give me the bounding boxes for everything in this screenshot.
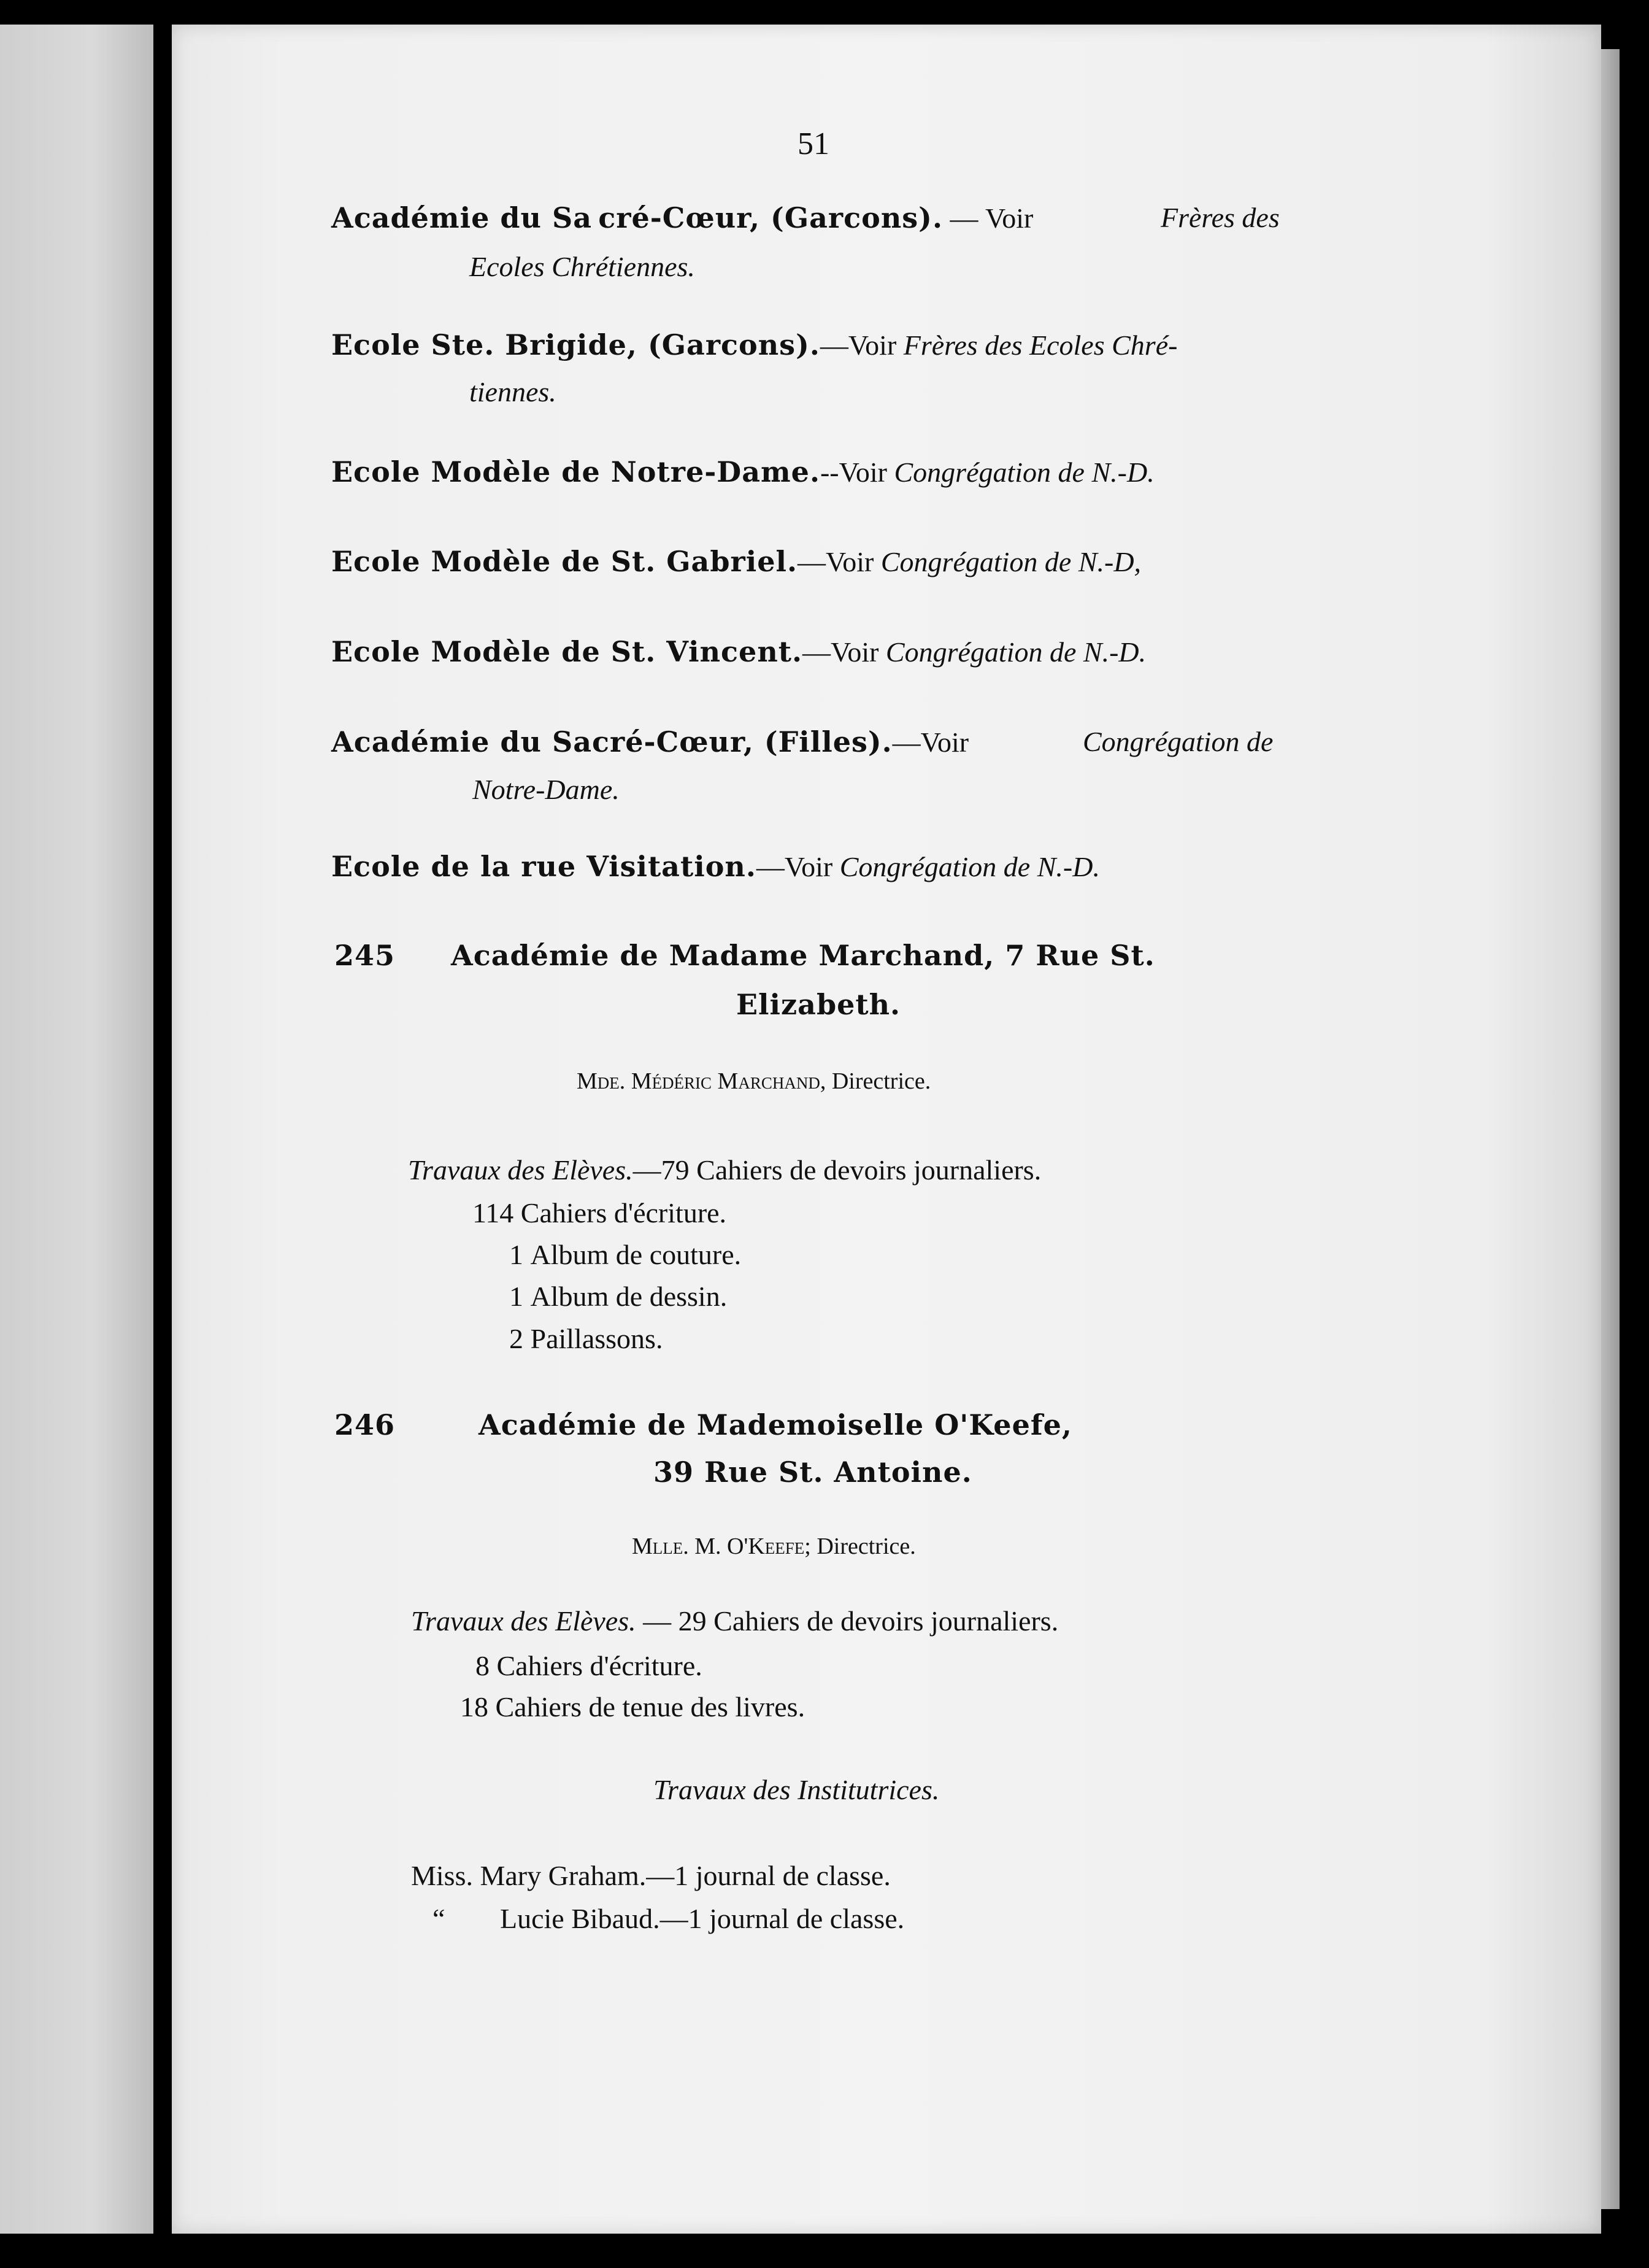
reference-target: Frères des Ecoles Chré-: [903, 330, 1178, 361]
reference-title: Ecole Modèle de St. Vincent.: [331, 635, 803, 668]
previous-page-edge: [0, 25, 153, 2234]
reference-target: Frères des: [1161, 202, 1280, 233]
reference-target: Congrégation de: [1083, 726, 1274, 757]
reference-entry: [331, 455, 1155, 488]
reference-title: Ecole Modèle de St. Gabriel.: [331, 545, 798, 578]
item-dash: —: [646, 1860, 675, 1891]
director-role: Directrice.: [817, 1533, 916, 1559]
item-desc: Cahiers d'écriture.: [496, 1650, 702, 1681]
reference-entry: [331, 545, 1141, 578]
item-qty: 1: [509, 1281, 523, 1312]
item-desc: Album de couture.: [530, 1239, 742, 1270]
item-qty: 2: [509, 1323, 523, 1354]
item-dash: —: [636, 1605, 678, 1637]
work-item: [411, 1605, 1058, 1637]
item-desc: Cahiers de devoirs journaliers.: [713, 1605, 1059, 1637]
teacher-name: Lucie Bibaud.: [500, 1903, 660, 1934]
item-qty: 18: [460, 1691, 488, 1722]
item-desc: Cahiers de tenue des livres.: [495, 1691, 805, 1722]
page-number: 51: [798, 126, 829, 161]
entry-title: Académie de Madame Marchand, 7 Rue St.: [451, 939, 1155, 972]
reference-entry: [331, 850, 1100, 883]
reference-voir: Voir: [831, 636, 879, 668]
reference-title: Académie du Sa cré-Cœur, (Garcons).: [331, 201, 943, 234]
entry-title-cont: Elizabeth.: [736, 988, 901, 1021]
entry-number: 246: [334, 1408, 396, 1441]
reference-voir: Voir: [825, 546, 874, 577]
reference-sep: --: [820, 457, 839, 488]
ditto-mark: “: [432, 1903, 445, 1934]
work-item: [509, 1238, 741, 1271]
item-desc: journal de classe.: [709, 1903, 905, 1934]
reference-target-cont: tiennes.: [469, 376, 556, 407]
work-item: [509, 1280, 727, 1313]
work-item: [460, 1691, 805, 1723]
item-dash: —: [632, 1154, 661, 1186]
work-item: [408, 1154, 1041, 1186]
teacher-name: Mary Graham.: [480, 1860, 647, 1891]
reference-voir: Voir: [839, 457, 887, 488]
work-item: [472, 1197, 726, 1229]
item-qty: 1: [509, 1239, 523, 1270]
reference-target: Congrégation de N.-D,: [880, 546, 1142, 577]
entry-title: Académie de Mademoiselle O'Keefe,: [479, 1408, 1072, 1441]
reference-voir: Voir: [985, 202, 1034, 234]
item-qty: 8: [475, 1650, 490, 1681]
work-item: [509, 1322, 663, 1355]
item-desc: Paillassons.: [530, 1323, 663, 1354]
director-line: [577, 1068, 931, 1095]
reference-target: Congrégation de N.-D.: [894, 457, 1155, 488]
reference-target: Congrégation de N.-D.: [839, 851, 1100, 882]
entry-number: 245: [334, 939, 396, 972]
reference-target: Congrégation de N.-D.: [885, 636, 1147, 668]
item-qty: 114: [472, 1197, 514, 1228]
reference-sep: —: [756, 851, 785, 882]
item-dash: —: [659, 1903, 688, 1934]
item-desc: Cahiers d'écriture.: [520, 1197, 727, 1228]
item-desc: Album de dessin.: [530, 1281, 728, 1312]
director-name: Mlle. M. O'Keefe;: [632, 1533, 811, 1559]
reference-sep: —: [820, 330, 848, 361]
teacher-work-item: [500, 1902, 904, 1935]
travaux-label: Travaux des Elèves.: [408, 1154, 633, 1186]
reference-title: Académie du Sacré-Cœur, (Filles).: [331, 725, 893, 758]
travaux-label: Travaux des Elèves.: [411, 1605, 636, 1637]
director-role: Directrice.: [831, 1068, 931, 1094]
reference-entry: [331, 201, 1033, 234]
reference-voir: Voir: [920, 727, 969, 758]
director-name: Mde. Médéric Marchand,: [577, 1068, 826, 1094]
item-qty: 1: [688, 1903, 702, 1934]
reference-entry: [331, 328, 1177, 361]
reference-title: Ecole de la rue Visitation.: [331, 850, 756, 883]
reference-voir: Voir: [784, 851, 833, 882]
reference-sep: —: [942, 202, 985, 234]
reference-entry: [331, 635, 1146, 668]
item-desc: journal de classe.: [695, 1860, 891, 1891]
director-line: [632, 1533, 916, 1560]
reference-title: Ecole Ste. Brigide, (Garcons).: [331, 328, 820, 361]
reference-sep: —: [892, 727, 921, 758]
reference-entry: [331, 725, 969, 758]
entry-title-cont: 39 Rue St. Antoine.: [653, 1456, 972, 1489]
teacher-work-item: [411, 1859, 891, 1892]
reference-sep: —: [802, 636, 831, 668]
item-qty: 29: [678, 1605, 707, 1637]
reference-title: Ecole Modèle de Notre-Dame.: [331, 455, 820, 488]
reference-voir: Voir: [848, 330, 897, 361]
reference-target-cont: Ecoles Chrétiennes.: [469, 251, 695, 282]
item-qty: 1: [674, 1860, 689, 1891]
item-qty: 79: [661, 1154, 690, 1186]
institutrices-heading: Travaux des Institutrices.: [653, 1774, 940, 1805]
reference-sep: —: [797, 546, 826, 577]
reference-target-cont: Notre-Dame.: [472, 774, 620, 805]
page-stack-edge: [1601, 49, 1620, 2209]
teacher-prefix: Miss.: [411, 1860, 473, 1891]
work-item: [475, 1649, 702, 1682]
item-desc: Cahiers de devoirs journaliers.: [696, 1154, 1042, 1186]
